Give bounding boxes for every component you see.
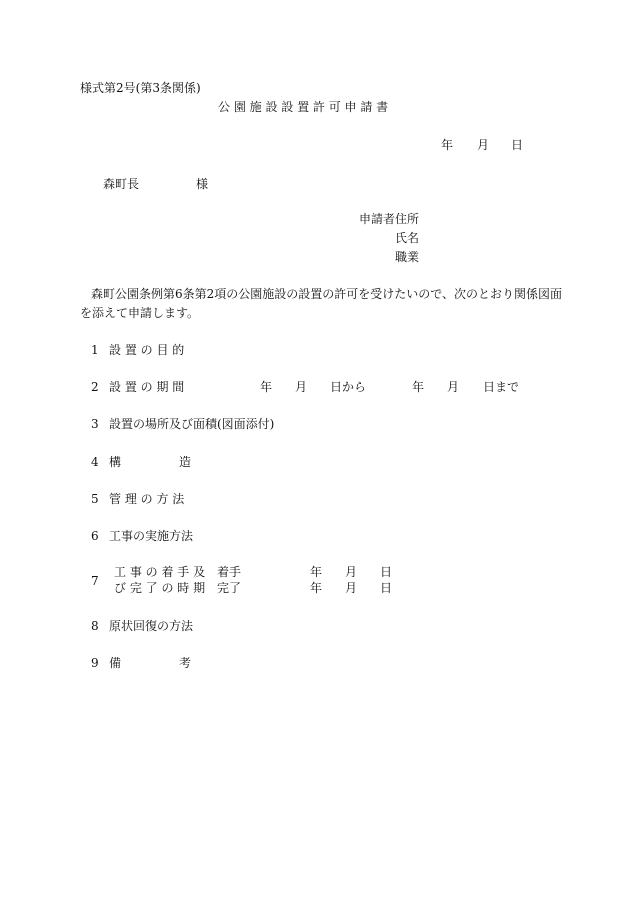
item-3-label: 設置の場所及び面積(図面添付) (109, 417, 275, 431)
item-7-end-month: 月 (345, 581, 358, 595)
item-2-from-month: 月 (295, 380, 308, 394)
item-2-to-month: 月 (447, 380, 460, 394)
form-number: 様式第2号(第3条関係) (80, 81, 201, 95)
item-1-label: 設 置 の 目 的 (109, 343, 185, 357)
date-day: 日 (511, 138, 524, 152)
item-9-label-b: 考 (179, 656, 192, 670)
item-3-number: 3 (91, 417, 99, 431)
body-text-line-2: を添えて申請します。 (80, 306, 200, 320)
item-2-to-year: 年 (412, 380, 425, 394)
item-7-start-month: 月 (345, 565, 358, 579)
item-5-number: 5 (91, 492, 99, 506)
item-2-from-year: 年 (260, 380, 273, 394)
item-2-from-day: 日から (330, 380, 367, 394)
item-7-end-label: 完了 (217, 581, 242, 595)
item-6-label: 工事の実施方法 (109, 529, 194, 543)
item-9-number: 9 (91, 656, 99, 670)
date-month: 月 (477, 138, 490, 152)
item-2-label: 設 置 の 期 間 (109, 380, 185, 394)
item-7-label-line-2: び 完 了 の 時 期 (114, 581, 206, 595)
item-8-label: 原状回復の方法 (109, 619, 194, 633)
form-title: 公 園 施 設 設 置 許 可 申 請 書 (218, 100, 389, 114)
item-7-start-year: 年 (310, 565, 323, 579)
date-year: 年 (441, 138, 454, 152)
applicant-address-label: 申請者住所 (359, 212, 420, 226)
item-7-label-line-1: 工 事 の 着 手 及 (114, 565, 206, 579)
body-text-line-1: 森町公園条例第6条第2項の公園施設の設置の許可を受けたいので、次のとおり関係図面 (91, 287, 563, 301)
applicant-occupation-label: 職業 (395, 250, 420, 264)
item-2-number: 2 (91, 380, 99, 394)
item-7-start-label: 着手 (217, 565, 242, 579)
addressee-honorific: 様 (196, 177, 209, 191)
item-1-number: 1 (91, 343, 99, 357)
addressee-name: 森町長 (103, 177, 140, 191)
applicant-name-label: 氏名 (395, 231, 420, 245)
item-9-label-a: 備 (109, 656, 122, 670)
item-7-end-year: 年 (310, 581, 323, 595)
item-7-end-day: 日 (380, 581, 393, 595)
item-6-number: 6 (91, 529, 99, 543)
item-2-to-day: 日まで (483, 380, 520, 394)
item-5-label: 管 理 の 方 法 (109, 492, 185, 506)
item-7-number: 7 (91, 574, 99, 588)
item-4-label-b: 造 (179, 455, 192, 469)
item-7-start-day: 日 (380, 565, 393, 579)
item-4-number: 4 (91, 455, 99, 469)
item-4-label-a: 構 (109, 455, 122, 469)
item-8-number: 8 (91, 619, 99, 633)
